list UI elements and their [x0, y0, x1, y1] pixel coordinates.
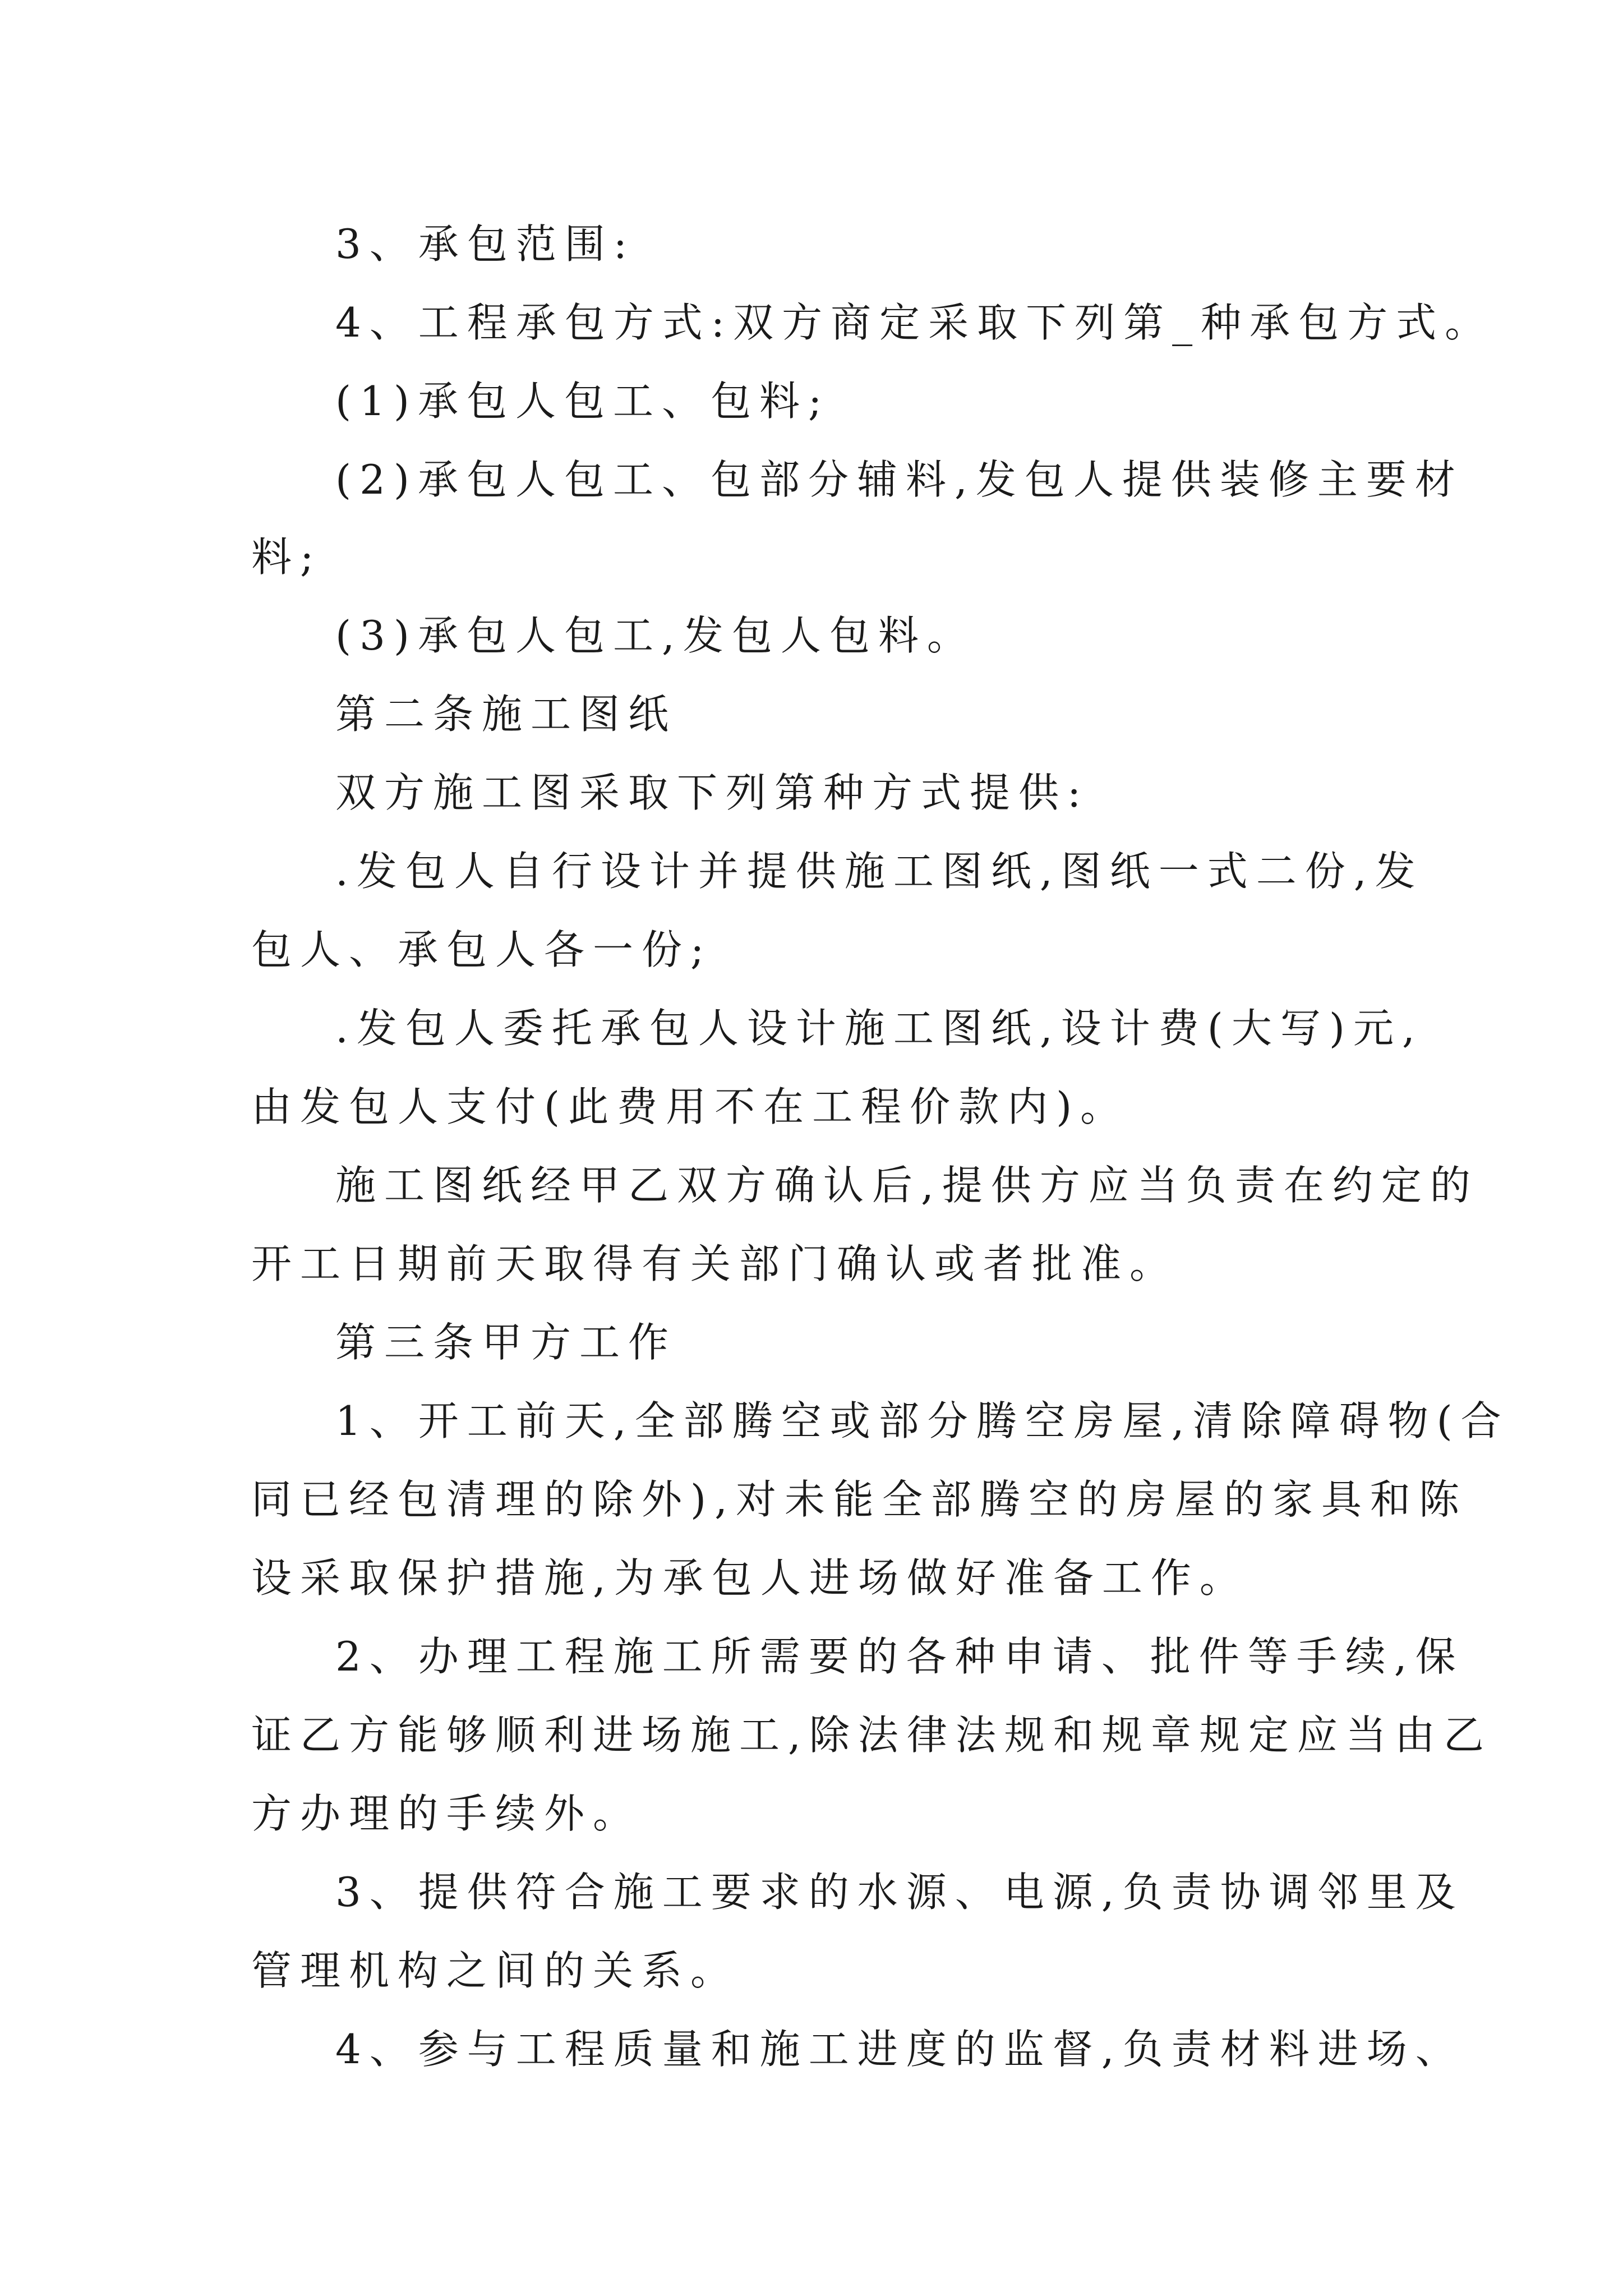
text-line: 1、开工前天,全部腾空或部分腾空房屋,清除障碍物(合	[335, 1397, 1510, 1444]
text-line: 由发包人支付(此费用不在工程价款内)。	[251, 1083, 1129, 1130]
section-heading: 第二条施工图纸	[335, 691, 677, 738]
text-line: 2、办理工程施工所需要的各种申请、批件等手续,保	[335, 1633, 1464, 1680]
text-line: 包人、承包人各一份;	[251, 926, 713, 973]
text-line: 证乙方能够顺利进场施工,除法律法规和规章规定应当由乙	[251, 1711, 1492, 1759]
text-line: 4、参与工程质量和施工进度的监督,负责材料进场、	[335, 2026, 1464, 2073]
text-line: 4、工程承包方式:双方商定采取下列第_种承包方式。	[335, 299, 1494, 346]
text-line: (3)承包人包工,发包人包料。	[335, 612, 976, 659]
text-line: .发包人委托承包人设计施工图纸,设计费(大写)元,	[335, 1005, 1423, 1052]
text-line: 开工日期前天取得有关部门确认或者批准。	[251, 1240, 1179, 1287]
text-line: 同已经包清理的除外),对未能全部腾空的房屋的家具和陈	[251, 1476, 1468, 1523]
section-heading: 第三条甲方工作	[335, 1319, 677, 1366]
text-line: 管理机构之间的关系。	[251, 1947, 740, 1994]
text-line: (1)承包人包工、包料;	[335, 378, 831, 425]
text-line: (2)承包人包工、包部分辅料,发包人提供装修主要材	[335, 456, 1464, 503]
text-line: 3、承包范围:	[335, 220, 636, 268]
text-line: 料;	[251, 533, 322, 581]
text-line: 3、提供符合施工要求的水源、电源,负责协调邻里及	[335, 1869, 1464, 1916]
text-line: 设采取保护措施,为承包人进场做好准备工作。	[251, 1554, 1248, 1602]
text-line: .发包人自行设计并提供施工图纸,图纸一式二份,发	[335, 848, 1424, 895]
text-line: 双方施工图采取下列第种方式提供:	[335, 769, 1090, 816]
text-line: 施工图纸经甲乙双方确认后,提供方应当负责在约定的	[335, 1162, 1479, 1209]
text-line: 方办理的手续外。	[251, 1790, 642, 1837]
